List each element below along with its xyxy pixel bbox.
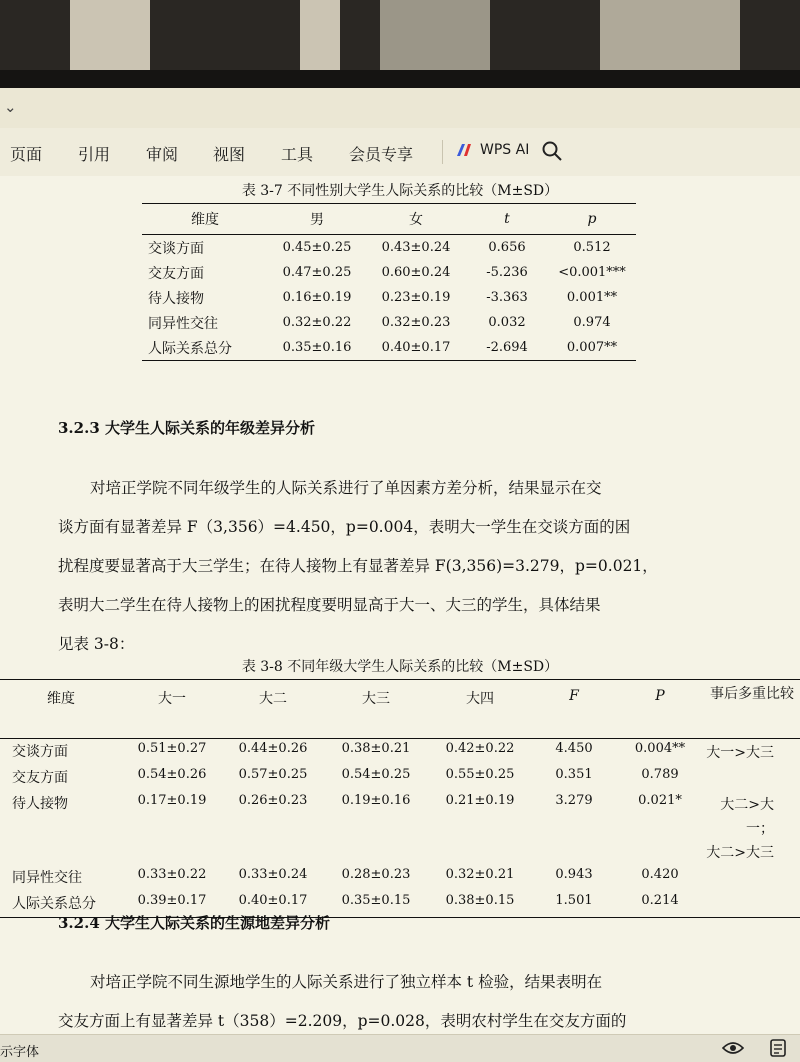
table-header-cell: 大一 — [122, 680, 222, 739]
menu-item-review[interactable]: 审阅 — [146, 145, 179, 164]
table-cell: 0.943 — [555, 867, 593, 882]
table-cell: 0.512 — [573, 240, 611, 255]
table-cell: 0.214 — [641, 893, 679, 908]
table-cell: 0.19±0.16 — [341, 793, 411, 808]
table-header-cell: 事后多重比较 — [704, 680, 800, 739]
table-3-8-caption: 表 3-8 不同年级大学生人际关系的比较（M±SD） — [241, 659, 559, 675]
table-cell: 0.35±0.16 — [282, 340, 352, 355]
table-3-7-caption: 表 3-7 不同性别大学生人际关系的比较（M±SD） — [241, 183, 559, 199]
table-cell: 0.40±0.17 — [238, 893, 308, 908]
table-row — [0, 865, 800, 891]
document-view-icon[interactable] — [770, 1039, 786, 1057]
table-row — [0, 765, 800, 791]
table-row — [0, 739, 800, 766]
paragraph-line: 见表 3-8： — [58, 635, 135, 653]
table-cell — [704, 865, 800, 891]
table-cell — [704, 765, 800, 791]
table-header-cell: 维度 — [142, 204, 268, 235]
table-cell: 0.54±0.25 — [341, 767, 411, 782]
menu-item-tools[interactable]: 工具 — [281, 145, 314, 164]
table-cell: 交谈方面 — [12, 744, 68, 760]
table-3-8 — [0, 679, 800, 918]
table-cell: -5.236 — [486, 265, 528, 280]
table-cell: 0.23±0.19 — [381, 290, 451, 305]
table-cell: 0.17±0.19 — [137, 793, 207, 808]
table-cell: 0.54±0.26 — [137, 767, 207, 782]
table-header-cell: 男 — [268, 204, 366, 235]
table-header-cell: t — [466, 204, 548, 235]
window-glare — [380, 0, 490, 70]
menu-item-view[interactable]: 视图 — [213, 145, 246, 164]
window-glare — [600, 0, 740, 70]
table-header-cell: F — [532, 680, 616, 739]
eye-icon[interactable] — [722, 1041, 744, 1055]
table-header-cell: P — [616, 680, 704, 739]
table-cell: 0.16±0.19 — [282, 290, 352, 305]
table-header-cell: 大三 — [324, 680, 428, 739]
table-cell: 0.43±0.24 — [381, 240, 451, 255]
table-3-7 — [142, 203, 636, 361]
paragraph-line: 扰程度要显著高于大三学生；在待人接物上有显著差异 F(3,356)=3.279，p=0.021， — [58, 557, 658, 575]
paragraph-line: 交友方面上有显著差异 t（358）=2.209，p=0.028，表明农村学生在交友方面的 — [58, 1012, 627, 1030]
paragraph-grade-analysis — [58, 469, 742, 664]
table-cell: 0.974 — [573, 315, 611, 330]
menu-item-references[interactable]: 引用 — [78, 145, 111, 164]
table-cell: 交友方面 — [148, 265, 204, 282]
table-cell: <0.001*** — [558, 265, 626, 280]
table-cell: 0.44±0.26 — [238, 741, 308, 756]
table-header-row — [0, 680, 800, 739]
table-cell: -2.694 — [486, 340, 528, 355]
table-cell: 1.501 — [555, 893, 593, 908]
table-cell: 待人接物 — [12, 796, 68, 812]
table-cell: 0.47±0.25 — [282, 265, 352, 280]
table-cell: 0.39±0.17 — [137, 893, 207, 908]
table-cell: 0.021* — [638, 793, 682, 808]
wps-ai-button[interactable] — [456, 142, 529, 158]
table-cell: 0.789 — [641, 767, 679, 782]
table-row — [142, 335, 636, 361]
paragraph-line: 对培正学院不同年级学生的人际关系进行了单因素方差分析，结果显示在交 — [90, 479, 602, 497]
table-cell: 交友方面 — [12, 770, 68, 786]
table-row — [0, 791, 800, 865]
table-row — [142, 235, 636, 261]
table-cell: 0.26±0.23 — [238, 793, 308, 808]
table-cell: 人际关系总分 — [148, 340, 232, 357]
ribbon-menubar — [0, 128, 800, 176]
monitor-bezel — [0, 70, 800, 88]
chevron-icon[interactable]: ⌄ — [4, 98, 17, 116]
table-cell: 0.32±0.21 — [445, 867, 515, 882]
table-cell: 0.32±0.22 — [282, 315, 352, 330]
table-header-cell: 女 — [366, 204, 466, 235]
photo-background-window — [0, 0, 800, 88]
table-cell: 0.51±0.27 — [137, 741, 207, 756]
table-cell: 3.279 — [555, 793, 593, 808]
table-cell: 4.450 — [555, 741, 593, 756]
section-heading-3-2-4: 3.2.4 大学生人际关系的生源地差异分析 — [58, 914, 330, 932]
paragraph-origin-analysis — [58, 963, 742, 1041]
table-cell: 大一>大三 — [706, 745, 774, 761]
table-cell: 0.45±0.25 — [282, 240, 352, 255]
table-cell: 0.33±0.22 — [137, 867, 207, 882]
table-cell: 0.40±0.17 — [381, 340, 451, 355]
table-cell — [704, 891, 800, 918]
table-header-cell: 大四 — [428, 680, 532, 739]
status-bar — [0, 1034, 800, 1062]
table-cell: 0.57±0.25 — [238, 767, 308, 782]
table-cell: 0.001** — [566, 290, 618, 305]
table-cell: 0.004** — [634, 741, 686, 756]
table-cell: 0.35±0.15 — [341, 893, 411, 908]
table-cell: 0.33±0.24 — [238, 867, 308, 882]
table-row — [142, 260, 636, 285]
table-cell: 待人接物 — [148, 290, 204, 307]
table-header-cell: 大二 — [222, 680, 324, 739]
table-cell: 0.351 — [555, 767, 593, 782]
menu-separator — [442, 140, 443, 164]
wps-ai-logo-icon — [456, 143, 474, 157]
app-titlebar — [0, 88, 800, 128]
table-cell: 0.656 — [488, 240, 526, 255]
table-cell: -3.363 — [486, 290, 528, 305]
window-glare — [70, 0, 150, 70]
table-cell: 0.28±0.23 — [341, 867, 411, 882]
paragraph-line: 对培正学院不同生源地学生的人际关系进行了独立样本 t 检验，结果表明在 — [90, 973, 603, 991]
table-cell: 同异性交往 — [148, 315, 218, 332]
table-cell: 0.42±0.22 — [445, 741, 515, 756]
table-cell: 同异性交往 — [12, 870, 82, 886]
table-cell: 大二>大一； 大二>大三 — [706, 797, 774, 861]
paragraph-line: 表明大二学生在待人接物上的困扰程度要明显高于大一、大三的学生，具体结果 — [58, 596, 601, 614]
table-cell: 0.032 — [488, 315, 526, 330]
table-cell: 人际关系总分 — [12, 896, 96, 912]
table-header-cell: p — [548, 204, 636, 235]
menu-item-page[interactable]: 页面 — [10, 145, 43, 164]
table-cell: 0.55±0.25 — [445, 767, 515, 782]
table-cell: 交谈方面 — [148, 240, 204, 257]
table-row — [142, 285, 636, 310]
table-header-row — [142, 204, 636, 235]
search-icon[interactable] — [541, 140, 563, 162]
paragraph-line: 谈方面有显著差异 F（3,356）=4.450，p=0.004，表明大一学生在交谈方面的困 — [58, 518, 631, 536]
table-cell: 0.38±0.15 — [445, 893, 515, 908]
table-cell: 0.007** — [566, 340, 618, 355]
table-cell: 0.21±0.19 — [445, 793, 515, 808]
section-heading-3-2-3: 3.2.3 大学生人际关系的年级差异分析 — [58, 419, 315, 437]
table-cell: 0.38±0.21 — [341, 741, 411, 756]
table-cell: 0.60±0.24 — [381, 265, 451, 280]
window-glare — [300, 0, 340, 70]
table-row — [142, 310, 636, 335]
wps-ai-label: WPS AI — [480, 142, 530, 158]
table-cell: 0.420 — [641, 867, 679, 882]
status-font-indicator[interactable]: 示字体 — [0, 1045, 40, 1060]
menu-item-member[interactable]: 会员专享 — [349, 145, 414, 164]
table-header-cell: 维度 — [0, 680, 122, 739]
table-cell: 0.32±0.23 — [381, 315, 451, 330]
